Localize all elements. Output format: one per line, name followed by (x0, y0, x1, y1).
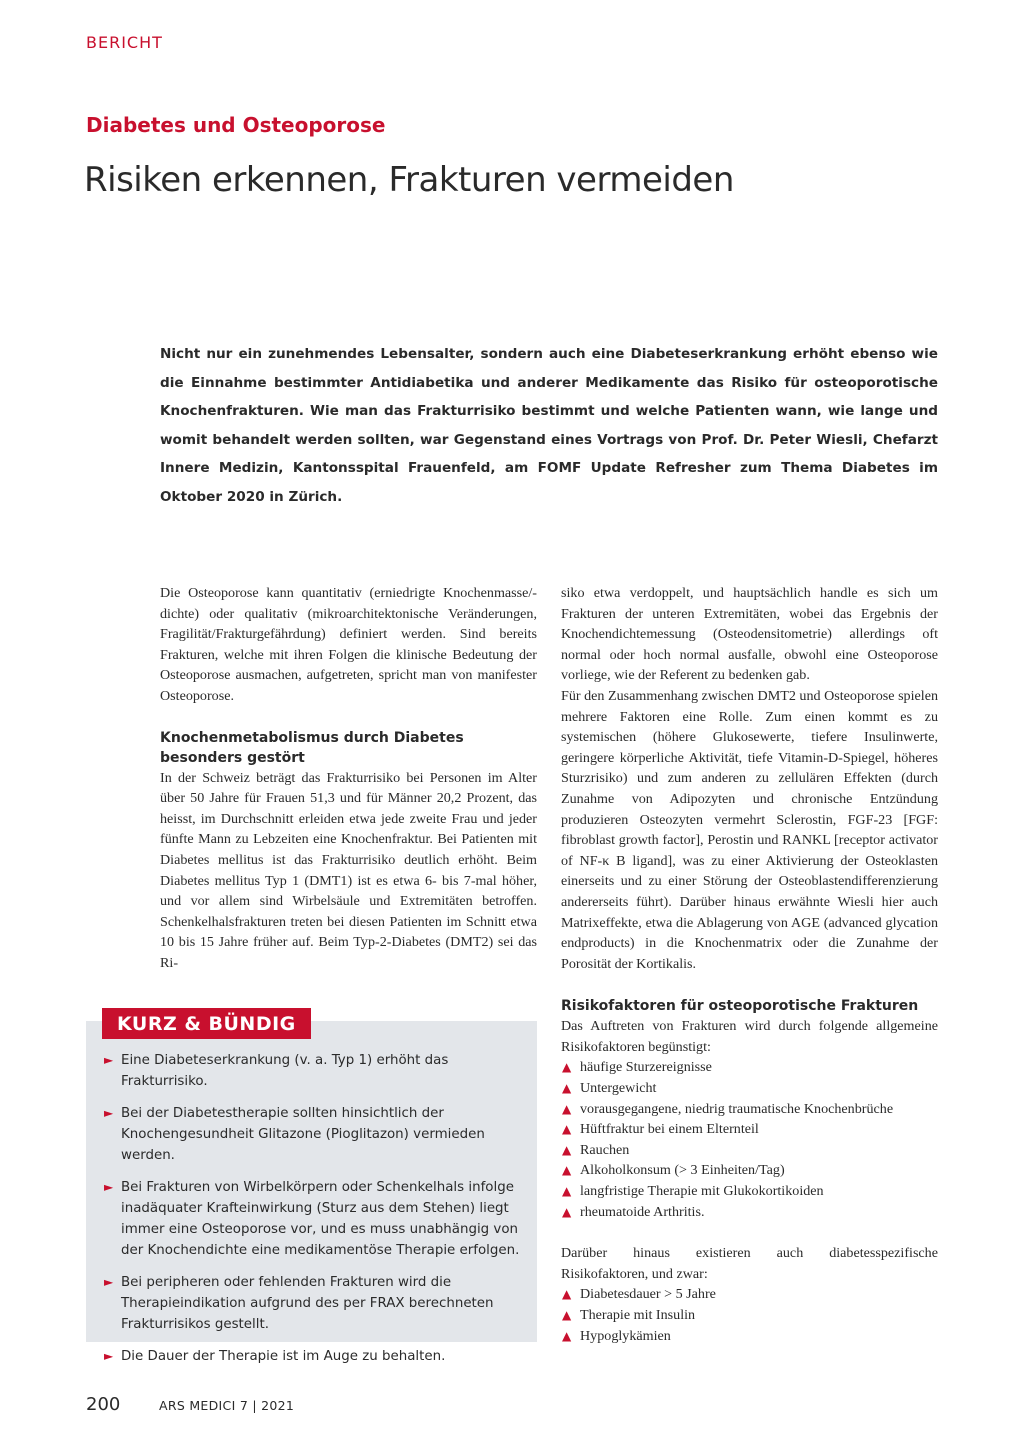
arrow-bullet-icon: ► (104, 1349, 114, 1363)
triangle-bullet-icon: ▲ (562, 1142, 572, 1157)
summary-list (104, 1050, 532, 1378)
triangle-bullet-icon: ▲ (562, 1204, 572, 1219)
general-risk-factor-list (561, 1057, 938, 1222)
summary-box-title: KURZ & BÜNDIG (102, 1008, 311, 1039)
list-item: ▲ Rauchen (561, 1140, 938, 1161)
list-item: ▲ Hypoglykämien (561, 1326, 938, 1347)
article-kicker: Diabetes und Osteoporose (86, 113, 386, 137)
summary-item: ► Bei der Diabetestherapie sollten hinsichtlich der Knochengesundheit Glitazone (Pioglitazon) vermieden werden. (104, 1103, 532, 1166)
triangle-bullet-icon: ▲ (562, 1101, 572, 1116)
summary-item: ► Die Dauer der Therapie ist im Auge zu behalten. (104, 1346, 532, 1367)
triangle-bullet-icon: ▲ (562, 1060, 572, 1075)
triangle-bullet-icon: ▲ (562, 1184, 572, 1199)
paragraph-frakturrisiko: In der Schweiz beträgt das Frakturrisiko bei Personen im Alter über 50 Jahre für Frauen 51,3 und für Männer 20,2 Prozent, das heisst, im Durchschnitt erleiden etwa jede zweite Frau und jeder fünfte Mann zu Lebzeiten eine Knochenfraktur. Bei Patienten mit Diabetes mellitus ist das Frakturrisiko deutlich erhöht. Beim Diabetes mellitus Typ 1 (DMT1) ist es etwa 6- bis 7-mal höher, und vor allem sind Wirbelsäule und Extremitäten betroffen. Schenkelhalsfrakturen treten bei diesen Patienten im Schnitt etwa 10 bis 15 Jahre früher auf. Beim Typ-2-Diabetes (DMT2) sei das Ri- (160, 769, 537, 971)
list-item: ▲ Therapie mit Insulin (561, 1305, 938, 1326)
triangle-bullet-icon: ▲ (562, 1163, 572, 1178)
summary-item: ► Bei peripheren oder fehlenden Frakturen wird die Therapieindikation aufgrund des per FRAX berechneten Frakturrisikos gestellt. (104, 1272, 532, 1335)
page-number: 200 (86, 1394, 121, 1415)
triangle-bullet-icon: ▲ (562, 1287, 572, 1302)
list-item: ▲ Untergewicht (561, 1078, 938, 1099)
arrow-bullet-icon: ► (104, 1053, 114, 1067)
paragraph-dmt2-zusammenhang: Für den Zusammenhang zwischen DMT2 und Osteoporose spielen mehrere Faktoren eine Rolle. Zum einen kommt es zu systemischen (höhere Glukosewerte, tiefere Insulinwerte, geringere körperliche Aktivität, tiefe Vitamin-D-Spiegel, höheres Sturzrisiko) und zum anderen zu zellulären Effekten (durch Zunahme von Adipozyten und chronische Entzündung produzieren Osteozyten vermehrt Sclerostin, FGF-23 [FGF: fibroblast growth factor], Perostin und RANKL [receptor activator of NF-κ B ligand], was zu einer Aktivierung der Osteoklasten einerseits und zu einer Störung der Osteoblastendifferenzierung andererseits führt). Darüber hinaus erwähnte Wiesli hier auch Matrixeffekte, etwa die Ablagerung von AGE (advanced glycation endproducts) in die Knochenmatrix oder die Zunahme der Porosität der Kortikalis. (561, 687, 938, 972)
list-item: ▲ rheumatoide Arthritis. (561, 1202, 938, 1223)
subheading-knochenmetabolismus: Knochenmetabolismus durch Diabetes besonders gestört (160, 729, 464, 766)
summary-item: ► Bei Frakturen von Wirbelkörpern oder Schenkelhals infolge inadäquater Krafteinwirkung (Sturz aus dem Stehen) liegt immer eine Osteoporose vor, und es muss unabhängig von der Knochendichte eine medikamentöse Therapie erfolgen. (104, 1177, 532, 1261)
section-label: BERICHT (86, 33, 163, 52)
paragraph-continued: siko etwa verdoppelt, und hauptsächlich handle es sich um Frakturen der unteren Extremitäten, wobei das Ergebnis der Knochendichtemessung (Osteodensitometrie) allerdings oft normal oder hoch normal ausfalle, obwohl eine Osteoporose vorliege, wie der Referent zu bedenken gab. (561, 585, 938, 684)
summary-item: ► Eine Diabeteserkrankung (v. a. Typ 1) erhöht das Frakturrisiko. (104, 1050, 532, 1092)
triangle-bullet-icon: ▲ (562, 1308, 572, 1322)
list-item: ▲ Alkoholkonsum (> 3 Einheiten/Tag) (561, 1160, 938, 1181)
triangle-bullet-icon: ▲ (562, 1328, 572, 1343)
list-item: ▲ langfristige Therapie mit Glukokortikoiden (561, 1181, 938, 1202)
left-column (160, 583, 537, 974)
arrow-bullet-icon: ► (104, 1106, 114, 1120)
list-item: ▲ vorausgegangene, niedrig traumatische Knochenbrüche (561, 1099, 938, 1120)
diabetes-risk-factor-list (561, 1284, 938, 1346)
subheading-risikofaktoren: Risikofaktoren für osteoporotische Frakturen (561, 998, 919, 1015)
intro-paragraph: Die Osteoporose kann quantitativ (erniedrigte Knochenmasse/-dichte) oder qualitativ (mikroarchitektonische Veränderungen, Fragilität/Frakturgefährdung) definiert werden. Sind bereits Frakturen, welche mit ihren Folgen die klinische Bedeutung der Osteoporose ausmachen, aufgetreten, spricht man von manifester Osteoporose. (160, 585, 537, 704)
arrow-bullet-icon: ► (104, 1275, 114, 1289)
arrow-bullet-icon: ► (104, 1180, 114, 1194)
article-headline: Risiken erkennen, Frakturen vermeiden (84, 160, 734, 200)
list-item: ▲ Diabetesdauer > 5 Jahre (561, 1284, 938, 1305)
list-item: ▲ häufige Sturzereignisse (561, 1057, 938, 1078)
paragraph-risikofaktoren-intro: Das Auftreten von Frakturen wird durch folgende allgemeine Risikofaktoren begünstigt: (561, 1018, 938, 1055)
journal-issue: ARS MEDICI 7 | 2021 (159, 1398, 295, 1413)
triangle-bullet-icon: ▲ (562, 1122, 572, 1137)
article-lead: Nicht nur ein zunehmendes Lebensalter, sondern auch eine Diabeteserkrankung erhöht ebenso wie die Einnahme bestimmter Antidiabetika und anderer Medikamente das Risiko für osteoporotische Knochenfrakturen. Wie man das Frakturrisiko bestimmt und welche Patienten wann, wie lange und womit behandelt werden sollten, war Gegenstand eines Vortrags von Prof. Dr. Peter Wiesli, Chefarzt Innere Medizin, Kantonsspital Frauenfeld, am FOMF Update Refresher zum Thema Diabetes im Oktober 2020 in Zürich. (160, 346, 938, 505)
list-item: ▲ Hüftfraktur bei einem Elternteil (561, 1119, 938, 1140)
triangle-bullet-icon: ▲ (562, 1081, 572, 1096)
right-column (561, 583, 938, 1346)
paragraph-diabetes-factors-intro: Darüber hinaus existieren auch diabetesspezifische Risikofaktoren, und zwar: (561, 1245, 938, 1282)
